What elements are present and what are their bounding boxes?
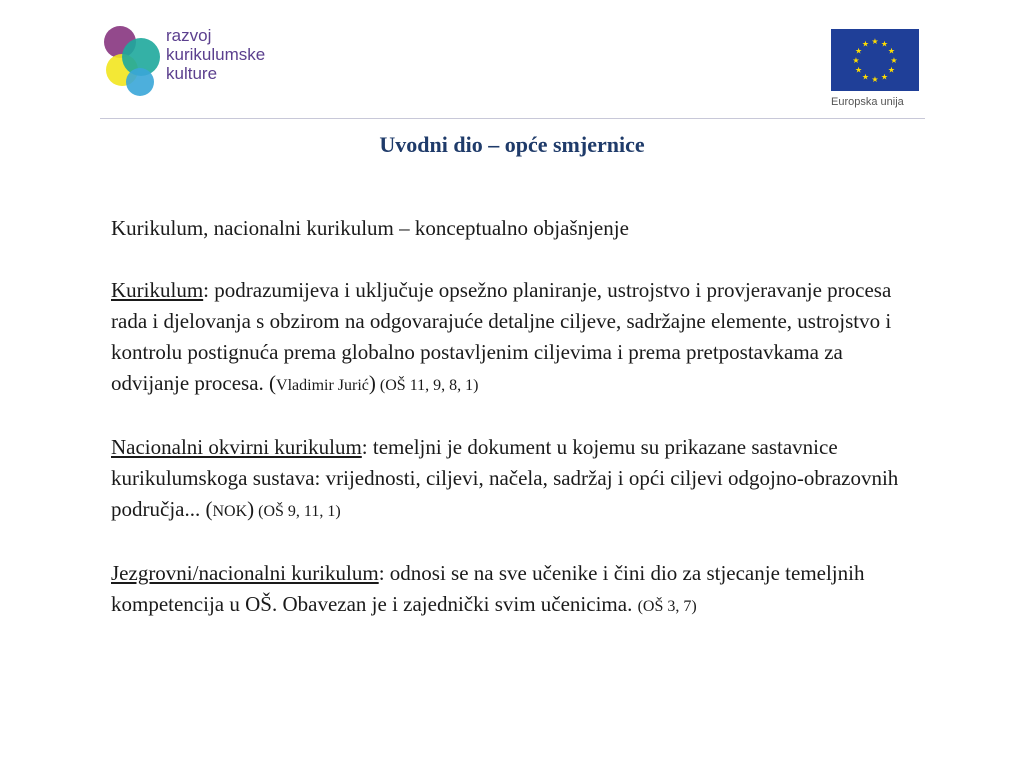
- eu-star-icon: ★: [871, 37, 879, 46]
- eu-star-icon: ★: [861, 72, 870, 82]
- paragraph-kurikulum: [111, 275, 911, 401]
- term-jezgrovni: Jezgrovni/nacionalni kurikulum: [111, 561, 379, 585]
- logo-line-3: kulture: [166, 64, 218, 83]
- eu-caption: Europska unija: [831, 96, 904, 108]
- logo-line-1: razvoj: [166, 26, 212, 45]
- eu-star-icon: ★: [887, 46, 896, 56]
- reference-p3: (OŠ 3, 7): [637, 598, 697, 615]
- eu-star-icon: ★: [887, 65, 896, 75]
- logo-razvoj-kurikulumske-kulture: [104, 24, 304, 104]
- eu-star-icon: ★: [854, 65, 863, 75]
- eu-logo: [831, 29, 921, 111]
- eu-star-icon: ★: [852, 56, 860, 65]
- intro-line: Kurikulum, nacionalni kurikulum – konceptualno objašnjenje: [111, 216, 629, 240]
- eu-star-icon: ★: [871, 75, 879, 84]
- slide-content: [111, 213, 911, 653]
- eu-star-icon: ★: [861, 39, 870, 49]
- eu-star-icon: ★: [854, 46, 863, 56]
- logo-line-2: kurikulumske: [166, 45, 266, 64]
- paragraph-nacionalni-okvirni: [111, 432, 911, 527]
- logo-text: [166, 26, 265, 83]
- reference-p1: (OŠ 11, 9, 8, 1): [375, 377, 479, 394]
- eu-flag-icon: [831, 29, 919, 91]
- header-divider: [100, 118, 925, 119]
- abbr-close: ): [247, 497, 255, 521]
- author-citation: Vladimir Jurić: [276, 377, 369, 394]
- term-kurikulum: Kurikulum: [111, 278, 204, 302]
- author-close: ): [368, 371, 376, 395]
- eu-star-icon: ★: [880, 39, 889, 49]
- definition-kurikulum: : podrazumijeva i uključuje opsežno planiranje, ustrojstvo i provjeravanje procesa rada i djelovanja s obzirom na odgovarajuće detaljne ciljeve, sadržajne elemente, ustrojstvo i kontrolu postignuća prema globalno postavljenim ciljevima i prema pretpostavkama za odvijanje procesa. (: [111, 278, 892, 395]
- paragraph-jezgrovni: [111, 558, 911, 622]
- logo-circles-icon: [104, 24, 164, 94]
- abbr-nok: NOK: [212, 503, 248, 520]
- reference-p2: (OŠ 9, 11, 1): [254, 503, 341, 520]
- eu-star-icon: ★: [880, 72, 889, 82]
- definition-jezgrovni: : odnosi se na sve učenike i čini dio za stjecanje temeljnih kompetencija u OŠ. Obavezan je i zajednički svim učenicima.: [111, 561, 865, 616]
- slide-title: Uvodni dio – opće smjernice: [379, 132, 645, 157]
- term-nacionalni-okvirni: Nacionalni okvirni kurikulum: [111, 435, 362, 459]
- definition-nacionalni-okvirni: : temeljni je dokument u kojemu su prikazane sastavnice kurikulumskoga sustava: vrijednosti, ciljevi, načela, sadržaj i opći ciljevi odgojno-obrazovnih područja... (: [111, 435, 899, 521]
- eu-star-icon: ★: [890, 56, 898, 65]
